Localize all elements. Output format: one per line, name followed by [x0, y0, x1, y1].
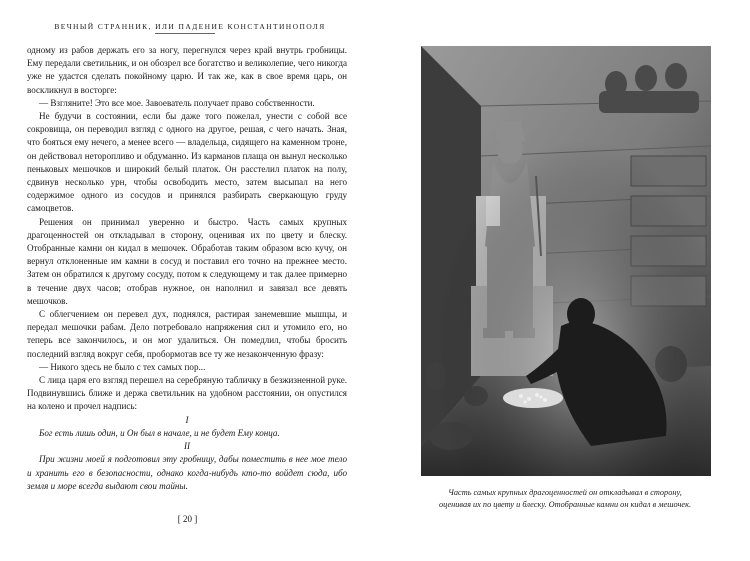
paragraph: Решения он принимал уверенно и быстро. Часть самых крупных драгоценностей он откладывал в сторону, оценивая их по цвету и блеску. Отобранные камни он кидал в мешочек. Обработав таким образом всю кучу, он вернул отклоненные им камни в сосуд и поставил его точно на прежнее место. Затем он обратился к другому сосуду, потом к следующему и так далее примерно в течение двух часов; отобрав нужное, он наполнил и завязал все девять мешочков. — [27, 216, 347, 306]
caption-line: Часть самых крупных драгоценностей он откладывал в сторону, — [448, 488, 682, 497]
paragraph: Не будучи в состоянии, если бы даже того пожелал, унести с собой все сокровища, он переводил взгляд с одного на другое, решая, с чего начать. Зная, что бояться ему нечего, а менее всего — владельца, сидящего на каменном троне, он действовал неторопливо и обдуманно. Из карманов плаща он вынул несколько пеньковых мешочков и широкий белый платок. Он расстелил платок на полу, сдвинув несколько урн, чтобы освободить место, затем высыпал на него содержимое одного из сосудов и принялся разбирать сверкающую груду самоцветов. — [27, 111, 347, 214]
running-head: ВЕЧНЫЙ СТРАННИК, ИЛИ ПАДЕНИЕ КОНСТАНТИНОПОЛЯ — [54, 22, 326, 31]
paragraph: одному из рабов держать его за ногу, перегнулся через край внутрь гробницы. Ему передали светильник, и он обозрел все богатство и великолепие, чего никогда уже не удастся сделать покойному царю. И так же, как в свое время царь, он воскликнул в восторге: — [27, 45, 347, 95]
caption-line: оценивая их по цвету и блеску. Отобранные камни он кидал в мешочек. — [438, 499, 692, 509]
inscription-text: Бог есть лишь один, и Он был в начале, и не будет Ему конца. — [39, 427, 280, 438]
paragraph: — Никого здесь не было с тех самых пор... — [39, 361, 206, 372]
illustration-plate — [421, 46, 711, 476]
illustration-caption — [405, 487, 725, 510]
inscription-numeral: II — [183, 441, 191, 452]
right-page — [375, 0, 750, 561]
inscription-numeral: I — [185, 414, 189, 425]
body-text — [27, 44, 347, 493]
inscription-text: При жизни моей я подготовил эту гробницу, дабы поместить в нее мое тело и хранить его в безопасности, однако когда-нибудь кто-то войдет сюда, ибо земля и море всегда выдают свои тайны. — [27, 454, 347, 491]
tomb-illustration — [421, 46, 711, 476]
paragraph: — Взгляните! Это все мое. Завоеватель получает право собственности. — [39, 97, 315, 108]
paragraph: С облегчением он перевел дух, поднялся, растирая занемевшие мышцы, и передал мешочки рабам. Дело потребовало напряжения сил и утомило его, но теперь все закончилось, и он мог удалиться. Он помедлил, чтобы бросить последний взгляд вокруг себя, пробормотав все ту же незаконченную фразу: — [27, 309, 347, 359]
header-rule — [155, 33, 215, 34]
page-number: [ 20 ] — [177, 514, 198, 524]
paragraph: С лица царя его взгляд перешел на серебряную табличку в безжизненной руке. Подвинувшись ближе и держа светильник на удобном расстоянии, он опустился на колено и прочел надпись: — [27, 375, 347, 412]
